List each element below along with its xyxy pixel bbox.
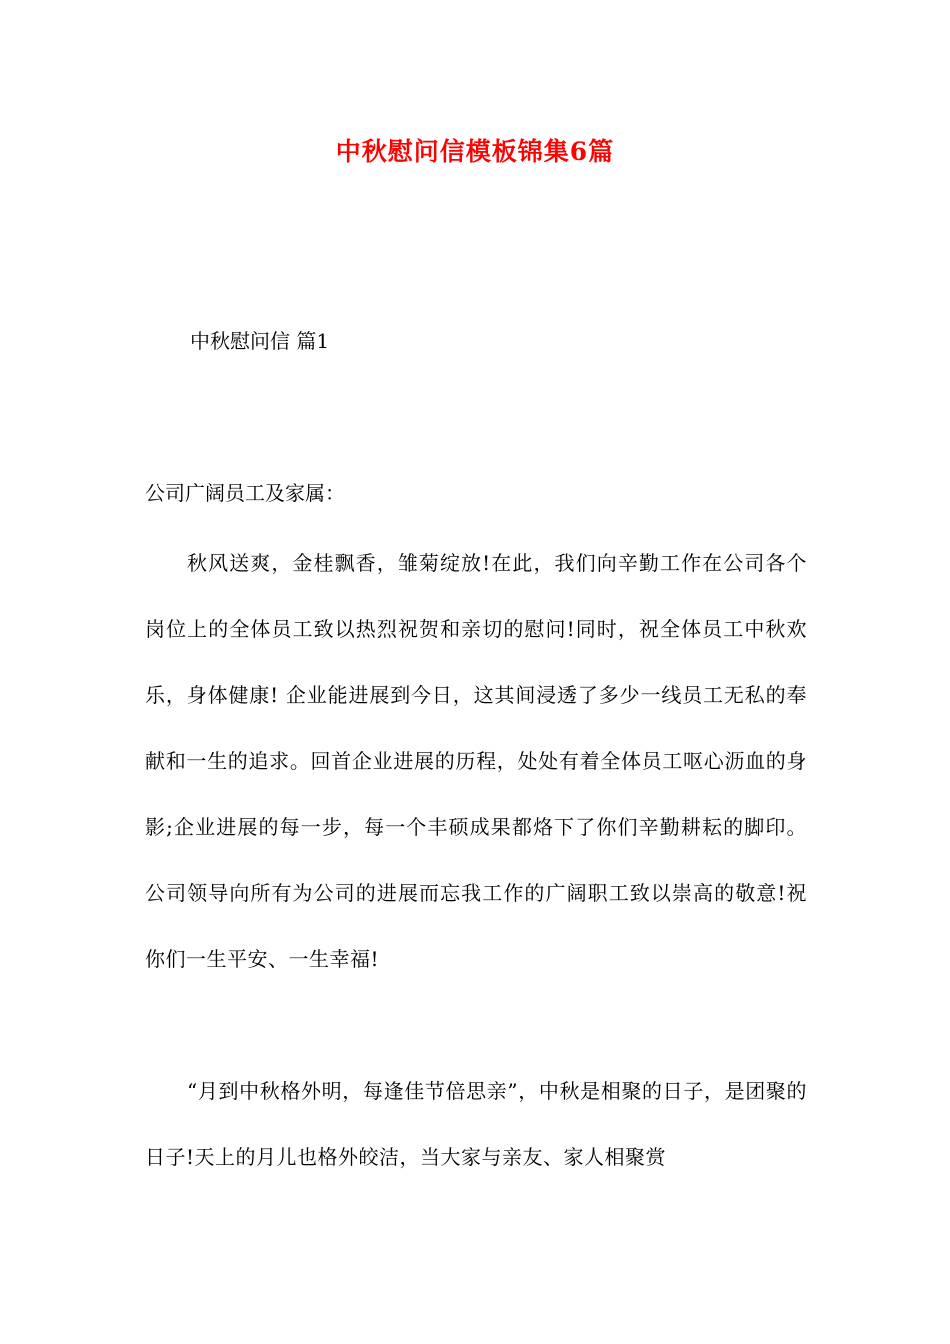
letter-salutation: 公司广阔员工及家属： [145,481,345,505]
document-title: 中秋慰问信模板锦集6篇 [335,137,615,166]
body-paragraph: “月到中秋格外明，每逢佳节倍思亲”，中秋是相聚的日子，是团聚的日子!天上的月儿也格外皎洁，当大家与亲友、家人相聚赏 [145,1079,807,1169]
body-paragraph: 秋风送爽，金桂飘香，雏菊绽放!在此，我们向辛勤工作在公司各个岗位上的全体员工致以热烈祝贺和亲切的慰问!同时，祝全体员工中秋欢乐，身体健康! 企业能进展到今日，这其间浸透了多少一线员工无私的奉献和一生的追求。回首企业进展的历程，处处有着全体员工呕心沥血的身影;企业进展的每一步，每一个丰硕成果都烙下了你们辛勤耕耘的脚印。公司领导向所有为公司的进展而忘我工作的广阔职工致以崇高的敬意!祝你们一生平安、一生幸福! [145,551,807,971]
section-heading: 中秋慰问信 篇1 [190,329,330,353]
